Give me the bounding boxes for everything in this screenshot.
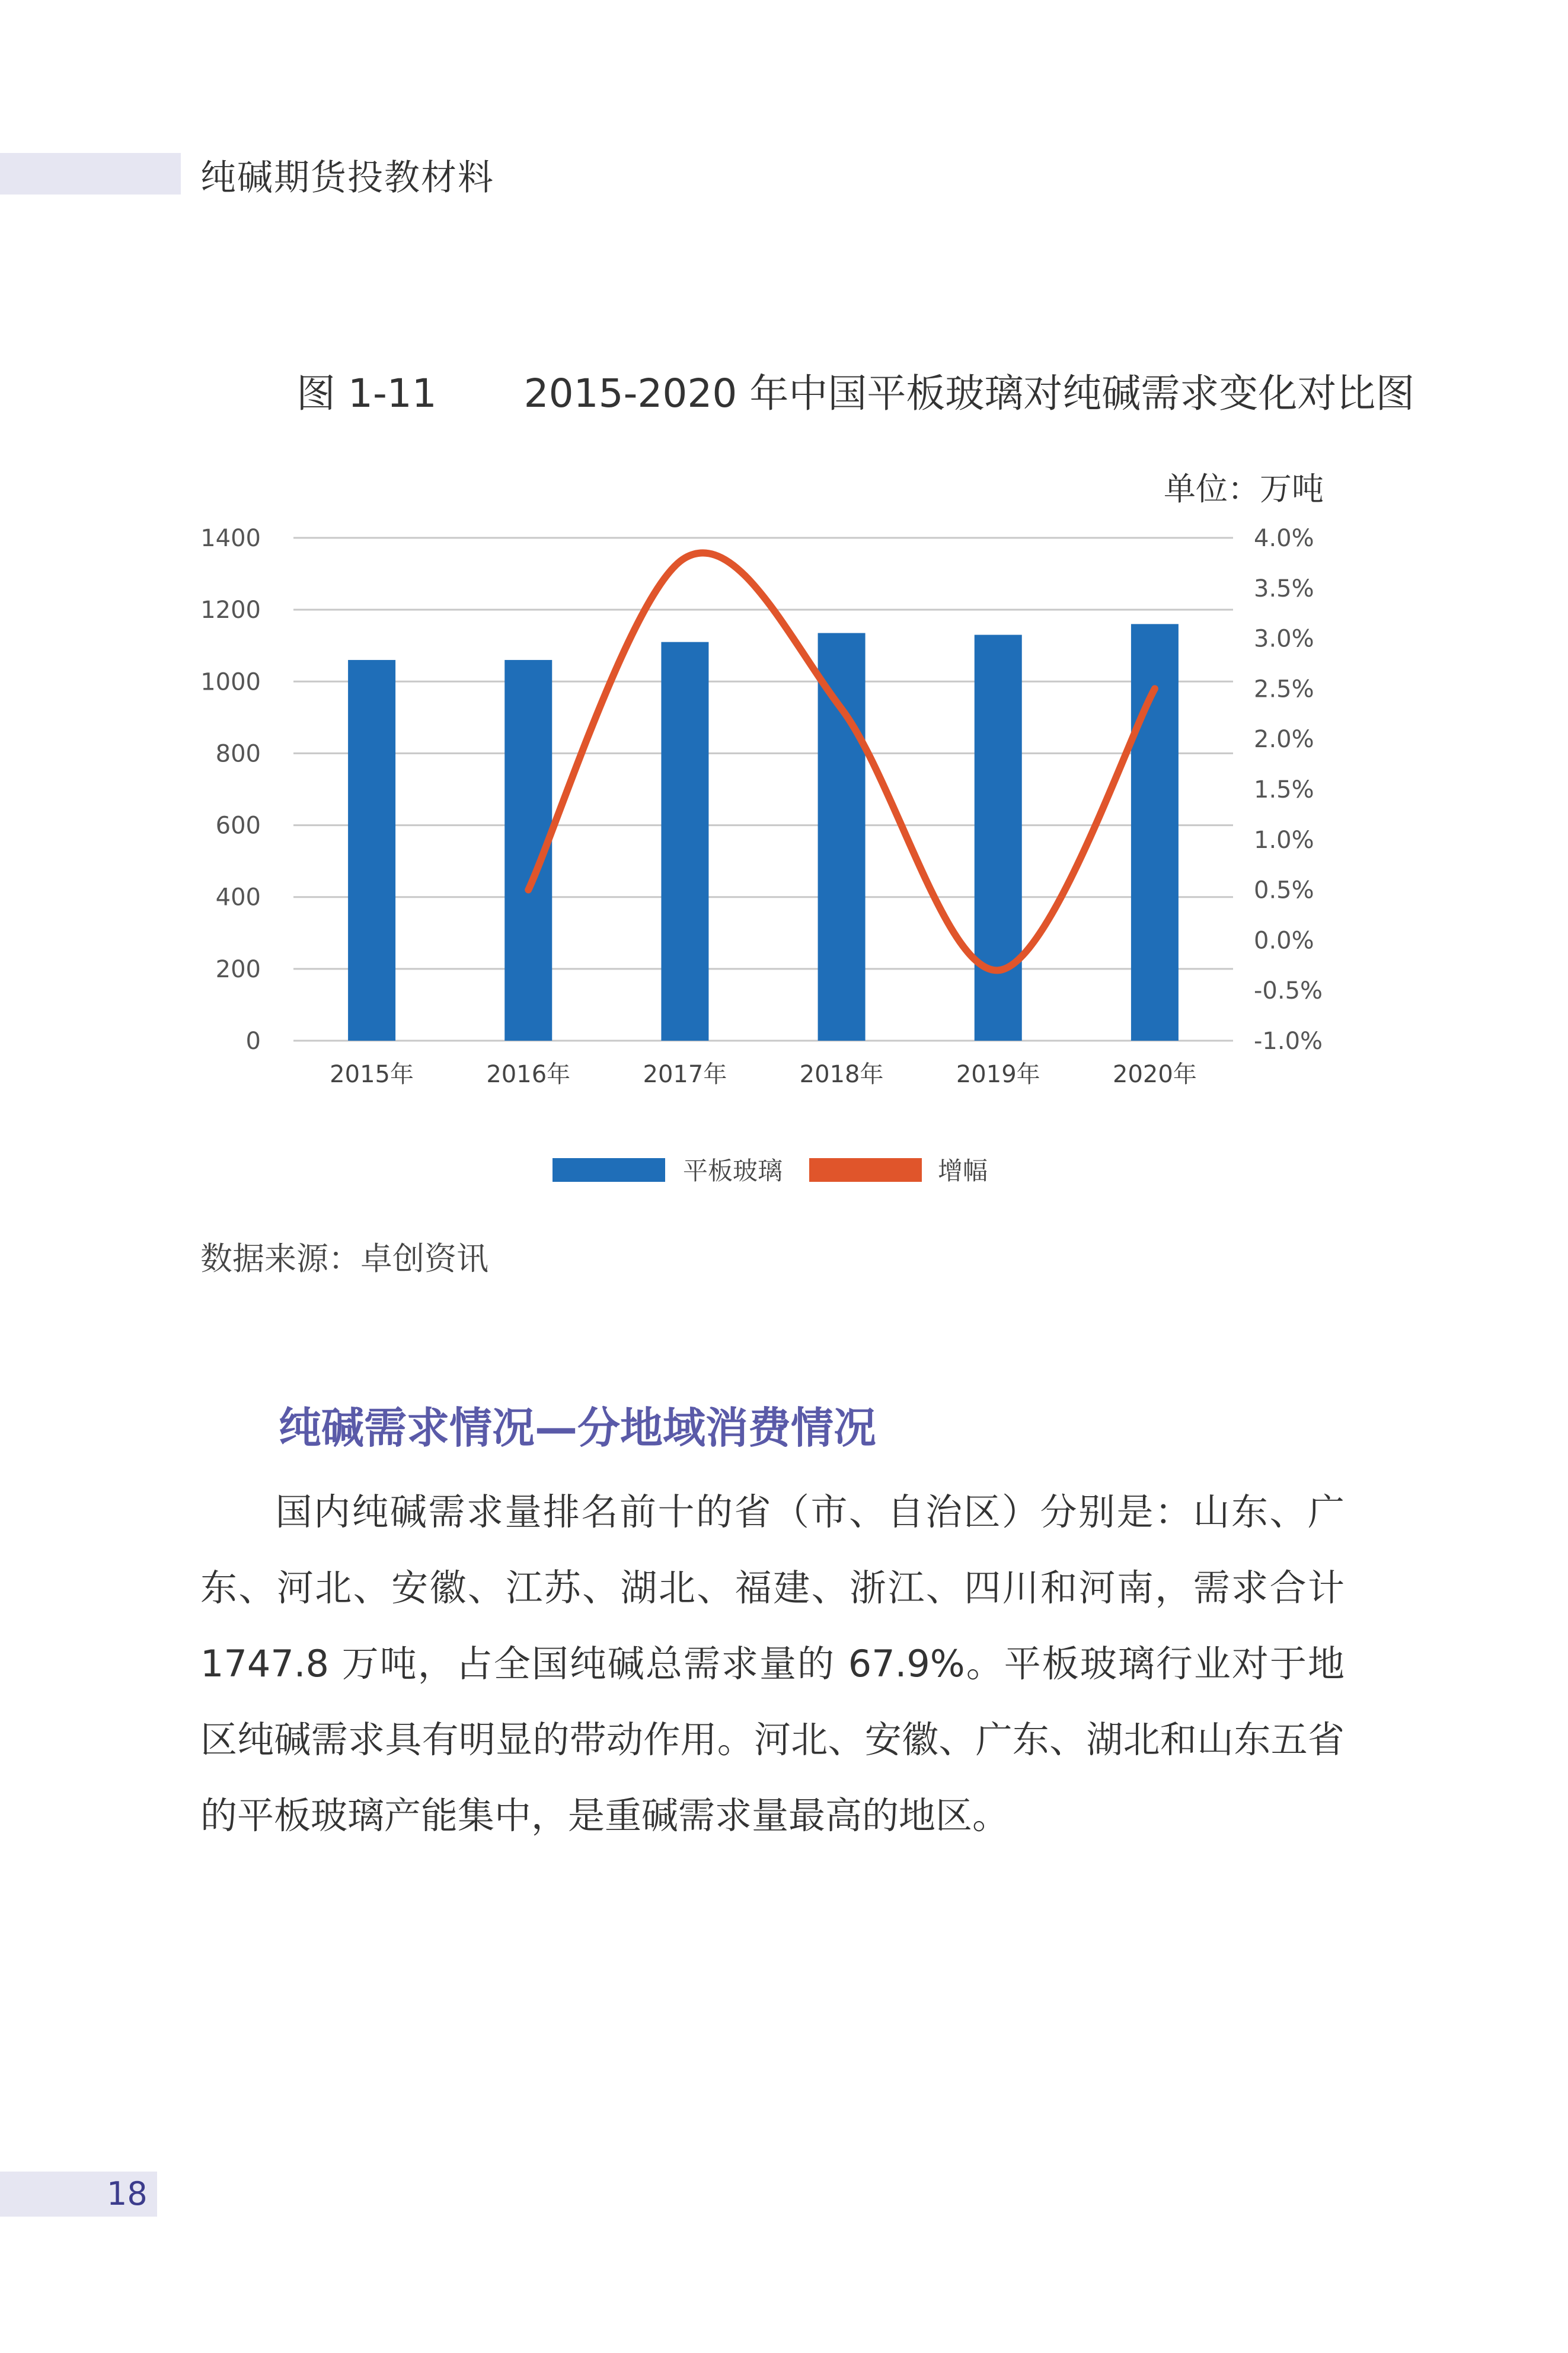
body-paragraph — [200, 1474, 1345, 1854]
y-right-tick-label: 0.0% — [1254, 927, 1314, 955]
header-title: 纯碱期货投教材料 — [200, 157, 494, 199]
header-accent-bar — [0, 153, 181, 195]
x-tick-label: 2017年 — [643, 1061, 727, 1088]
y-right-tick-label: 3.5% — [1254, 575, 1314, 602]
bar-2017年 — [661, 642, 708, 1041]
y-right-tick-label: 1.5% — [1254, 776, 1314, 804]
y-right-tick-label: 3.0% — [1254, 625, 1314, 653]
y-right-tick-label: 1.0% — [1254, 826, 1314, 854]
y-left-tick-label: 1200 — [200, 597, 261, 624]
y-right-tick-label: 2.5% — [1254, 675, 1314, 703]
y-right-tick-label: -0.5% — [1254, 977, 1323, 1005]
figure-title: 图 1-11 2015-2020 年中国平板玻璃对纯碱需求变化对比图 — [296, 371, 1415, 416]
y-left-tick-label: 1400 — [200, 525, 261, 552]
y-left-tick-label: 400 — [215, 884, 261, 911]
bar-line-chart — [196, 510, 1358, 1210]
x-tick-label: 2016年 — [486, 1061, 571, 1088]
legend-swatch-bar — [553, 1158, 665, 1182]
y-right-tick-label: 0.5% — [1254, 876, 1314, 904]
section-title: 纯碱需求情况—分地域消费情况 — [279, 1403, 877, 1453]
body-paragraph-text: 国内纯碱需求量排名前十的省（市、自治区）分别是：山东、广东、河北、安徽、江苏、湖北、福建、浙江、四川和河南，需求合计 1747.8 万吨，占全国纯碱总需求量的 67.9%。平板玻璃行业对于地区纯碱需求具有明显的带动作用。河北、安徽、广东、湖北和山东五省的平板玻璃产能集中，是重碱需求量最高的地区。 — [200, 1490, 1345, 1837]
x-tick-label: 2015年 — [330, 1061, 414, 1088]
legend-label-line: 增幅 — [938, 1156, 988, 1185]
y-left-tick-label: 800 — [215, 740, 261, 768]
y-right-tick-label: 2.0% — [1254, 726, 1314, 754]
y-right-tick-label: 4.0% — [1254, 525, 1314, 552]
page-number: 18 — [107, 2175, 148, 2212]
y-left-tick-label: 0 — [245, 1028, 261, 1055]
legend-swatch-line — [809, 1158, 922, 1182]
x-tick-label: 2018年 — [799, 1061, 884, 1088]
y-left-tick-label: 200 — [215, 955, 261, 983]
bar-2018年 — [818, 633, 866, 1041]
bar-2019年 — [975, 635, 1022, 1041]
unit-label: 单位：万吨 — [1164, 470, 1324, 508]
x-tick-label: 2019年 — [956, 1061, 1040, 1088]
data-source: 数据来源：卓创资讯 — [200, 1240, 488, 1277]
bar-2015年 — [348, 660, 395, 1041]
legend-label-bar: 平板玻璃 — [683, 1156, 783, 1185]
y-left-tick-label: 1000 — [200, 668, 261, 696]
y-left-tick-label: 600 — [215, 812, 261, 840]
x-tick-label: 2020年 — [1113, 1061, 1197, 1088]
y-right-tick-label: -1.0% — [1254, 1028, 1323, 1055]
